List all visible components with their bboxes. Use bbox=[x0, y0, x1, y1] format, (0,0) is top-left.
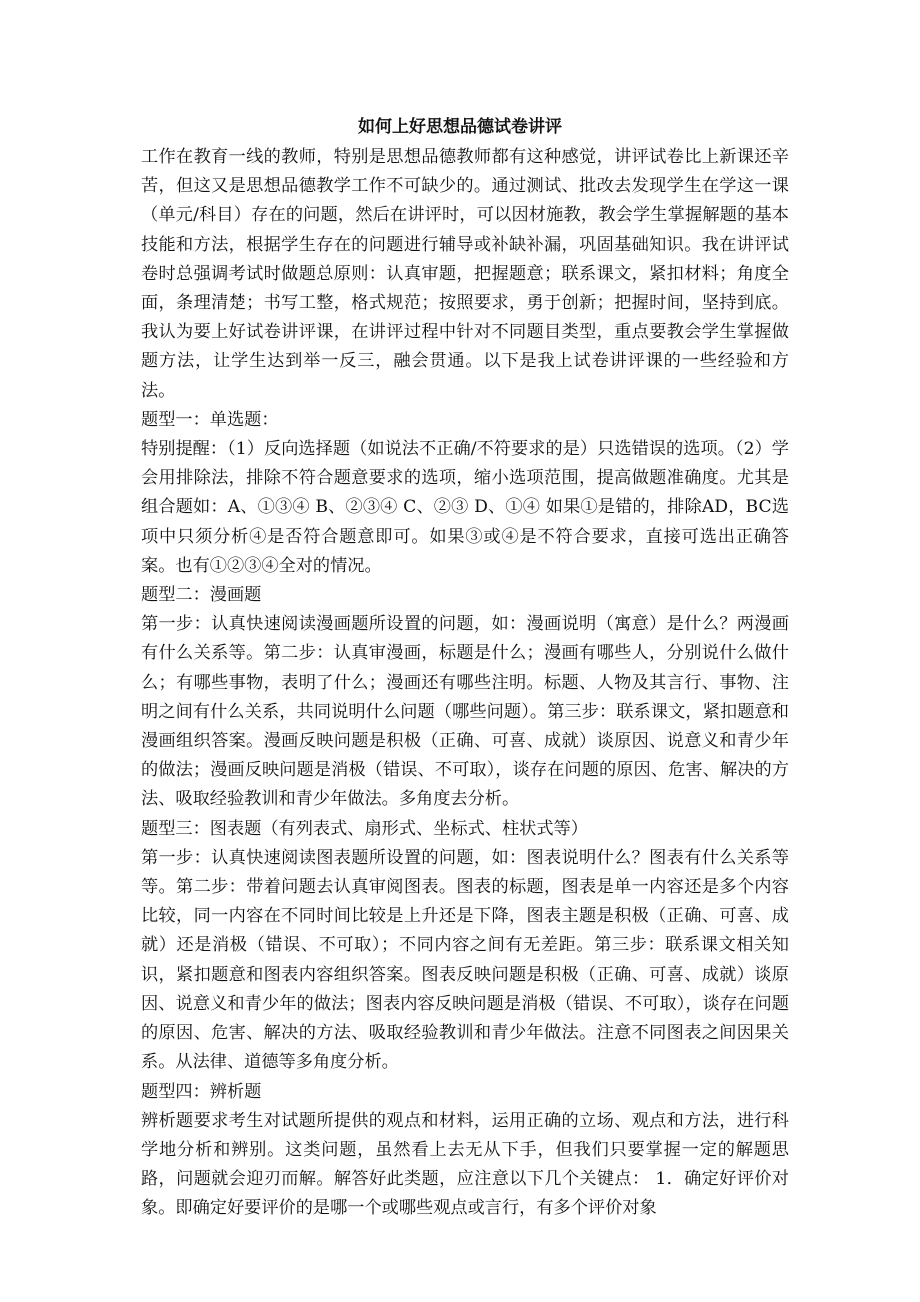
document-body bbox=[141, 143, 789, 1224]
paragraph-type-four: 辨析题要求考生对试题所提供的观点和材料，运用正确的立场、观点和方法，进行科学地分析和辨别。这类问题，虽然看上去无从下手，但我们只要掌握一定的解题思路，问题就会迎刃而解。解答好此类题，应注意以下几个关键点： 1．确定好评价对象。即确定好要评价的是哪一个或哪些观点或言行，有多个评价对象 bbox=[141, 1110, 789, 1219]
document-title: 如何上好思想品德试卷讲评 bbox=[358, 117, 562, 137]
paragraph-type-three: 第一步：认真快速阅读图表题所设置的问题，如：图表说明什么？图表有什么关系等等。第二步：带着问题去认真审阅图表。图表的标题，图表是单一内容还是多个内容比较，同一内容在不同时间比较是上升还是下降，图表主题是积极（正确、可喜、成就）还是消极（错误、不可取）；不同内容之间有无差距。第三步：联系课文相关知识，紧扣题意和图表内容组织答案。图表反映问题是积极（正确、可喜、成就）谈原因、说意义和青少年的做法；图表内容反映问题是消极（错误、不可取），谈存在问题的原因、危害、解决的方法、吸取经验教训和青少年做法。注意不同图表之间因果关系。从法律、道德等多角度分析。 bbox=[141, 847, 789, 1073]
paragraph-intro: 工作在教育一线的教师，特别是思想品德教师都有这种感觉，讲评试卷比上新课还辛苦，但这又是思想品德教学工作不可缺少的。通过测试、批改去发现学生在学这一课（单元/科目）存在的问题，然后在讲评时，可以因材施教，教会学生掌握解题的基本技能和方法，根据学生存在的问题进行辅导或补缺补漏，巩固基础知识。我在讲评试卷时总强调考试时做题总原则：认真审题，把握题意；联系课文，紧扣材料；角度全面，条理清楚；书写工整，格式规范；按照要求，勇于创新；把握时间，坚持到底。我认为要上好试卷讲评课，在讲评过程中针对不同题目类型，重点要教会学生掌握做题方法，让学生达到举一反三，融会贯通。以下是我上试卷讲评课的一些经验和方法。 bbox=[141, 147, 789, 401]
paragraph-type-two: 第一步：认真快速阅读漫画题所设置的问题，如：漫画说明（寓意）是什么？两漫画有什么关系等。第二步：认真审漫画，标题是什么；漫画有哪些人，分别说什么做什么；有哪些事物，表明了什么；漫画还有哪些注明。标题、人物及其言行、事物、注明之间有什么关系，共同说明什么问题（哪些问题）。第三步：联系课文，紧扣题意和漫画组织答案。漫画反映问题是积极（正确、可喜、成就）谈原因、说意义和青少年的做法；漫画反映问题是消极（错误、不可取），谈存在问题的原因、危害、解决的方法、吸取经验教训和青少年做法。多角度去分析。 bbox=[141, 614, 789, 810]
heading-type-three: 题型三：图表题（有列表式、扇形式、坐标式、柱状式等） bbox=[141, 818, 588, 839]
heading-type-four: 题型四：辨析题 bbox=[141, 1081, 262, 1102]
heading-type-two: 题型二：漫画题 bbox=[141, 585, 262, 606]
heading-type-one: 题型一：单选题： bbox=[141, 409, 279, 430]
paragraph-type-one: 特别提醒：（1）反向选择题（如说法不正确/不符要求的是）只选错误的选项。（2）学会用排除法，排除不符合题意要求的选项，缩小选项范围，提高做题准确度。尤其是组合题如：A、①③④ B、②③④ C、②③ D、①④ 如果①是错的，排除AD，BC选项中只须分析④是否符合题意即可。如果③或④是不符合要求，直接可选出正确答案。也有①②③④全对的情况。 bbox=[141, 439, 789, 576]
